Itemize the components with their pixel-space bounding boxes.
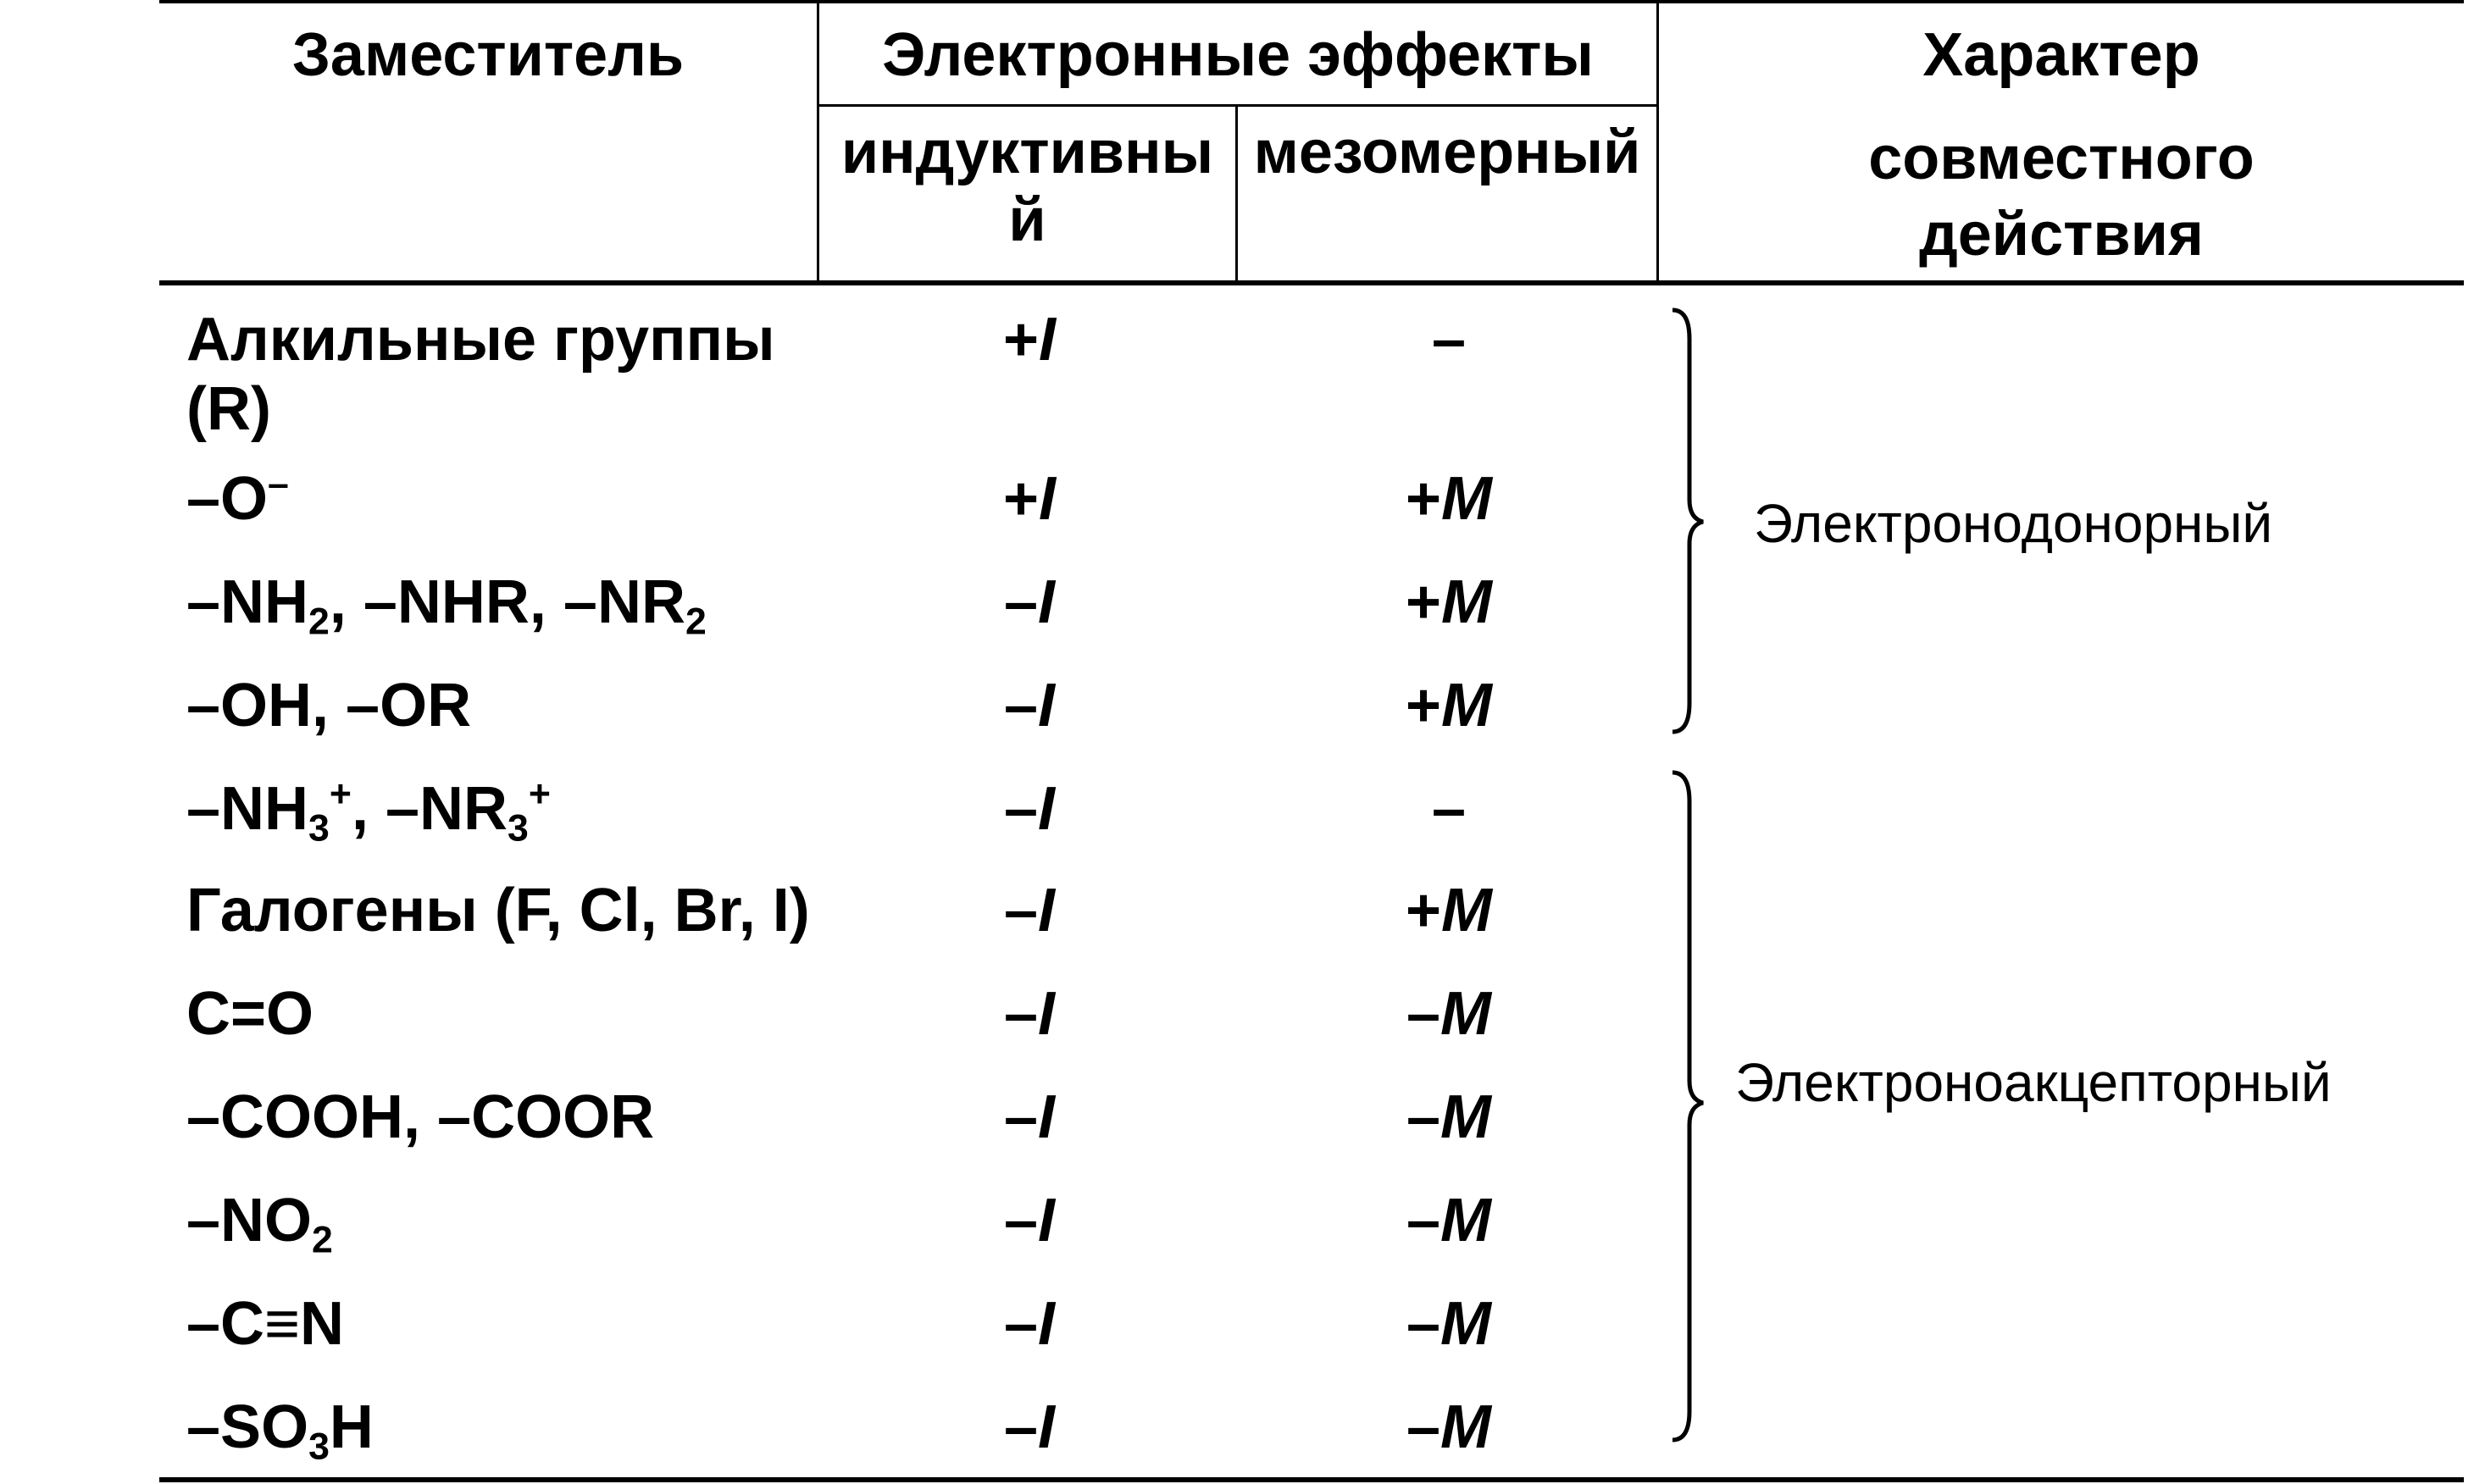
- row-substituent: –C≡N: [186, 1290, 345, 1358]
- header-inductive-line2: й: [1008, 186, 1046, 254]
- row-substituent: $-NO_2$: [186, 1187, 333, 1261]
- row-mesomeric-effect: +M: [1405, 465, 1493, 533]
- header-electronic-effects: Электронные эффекты: [882, 21, 1594, 89]
- header-character-line3: действия: [1919, 201, 2204, 269]
- header-inductive: [819, 119, 1235, 254]
- header-character-line1: Характер: [1922, 21, 2200, 89]
- top-rule: [159, 0, 2464, 3]
- group-donor-label: Электронодонорный: [1754, 493, 2273, 554]
- bottom-rule: [159, 1477, 2464, 1482]
- row-substituent: $-NH_3^+$, $-NR_3^+$: [186, 773, 551, 850]
- row-mesomeric-effect: –M: [1406, 980, 1492, 1048]
- header-substituent: Заместитель: [291, 21, 685, 89]
- row-inductive-effect: –I: [1003, 1393, 1056, 1461]
- row-inductive-effect: –I: [1003, 568, 1056, 636]
- row-substituent: Алкильные группы (R): [186, 306, 775, 443]
- row-inductive-effect: –I: [1003, 1187, 1056, 1254]
- row-mesomeric-effect: –M: [1406, 1393, 1492, 1461]
- row-substituent: –COOH, –COOR: [186, 1083, 655, 1151]
- row-inductive-effect: +I: [1002, 465, 1057, 533]
- row-mesomeric-effect: +M: [1405, 568, 1493, 636]
- donor-brace: [1667, 305, 1718, 737]
- row-substituent: –O–: [186, 463, 289, 533]
- effects-subheader-rule: [818, 104, 1659, 107]
- row-mesomeric-effect: –M: [1406, 1290, 1492, 1358]
- header-character-line2: совместного: [1868, 125, 2255, 192]
- group-acceptor-label: Электроноакцепторный: [1735, 1052, 2332, 1113]
- row-mesomeric-effect: –M: [1406, 1083, 1492, 1151]
- row-inductive-effect: –I: [1003, 980, 1056, 1048]
- row-inductive-effect: +I: [1002, 306, 1057, 374]
- row-inductive-effect: –I: [1003, 775, 1056, 843]
- row-substituent: –OH, –OR: [186, 672, 472, 739]
- row-substituent: $-SO_3H$: [186, 1393, 374, 1468]
- header-inductive-line1: индуктивны: [840, 119, 1214, 186]
- row-inductive-effect: –I: [1003, 1290, 1056, 1358]
- header-bottom-rule: [159, 280, 2464, 285]
- header-mesomeric: мезомерный: [1253, 119, 1641, 186]
- row-mesomeric-effect: +M: [1405, 877, 1493, 944]
- row-inductive-effect: –I: [1003, 672, 1056, 739]
- row-mesomeric-effect: –: [1431, 306, 1467, 374]
- row-substituent: Галогены (F, Cl, Br, I): [186, 877, 810, 944]
- row-mesomeric-effect: +M: [1405, 672, 1493, 739]
- row-substituent: C=O: [186, 980, 314, 1048]
- row-inductive-effect: –I: [1003, 1083, 1056, 1151]
- row-mesomeric-effect: –M: [1406, 1187, 1492, 1254]
- acceptor-brace: [1667, 767, 1718, 1445]
- row-inductive-effect: –I: [1003, 877, 1056, 944]
- row-mesomeric-effect: –: [1431, 775, 1467, 843]
- row-substituent: $-NH_2$, –NHR, $-NR_2$: [186, 568, 707, 643]
- header-joint-character: [1659, 17, 2464, 273]
